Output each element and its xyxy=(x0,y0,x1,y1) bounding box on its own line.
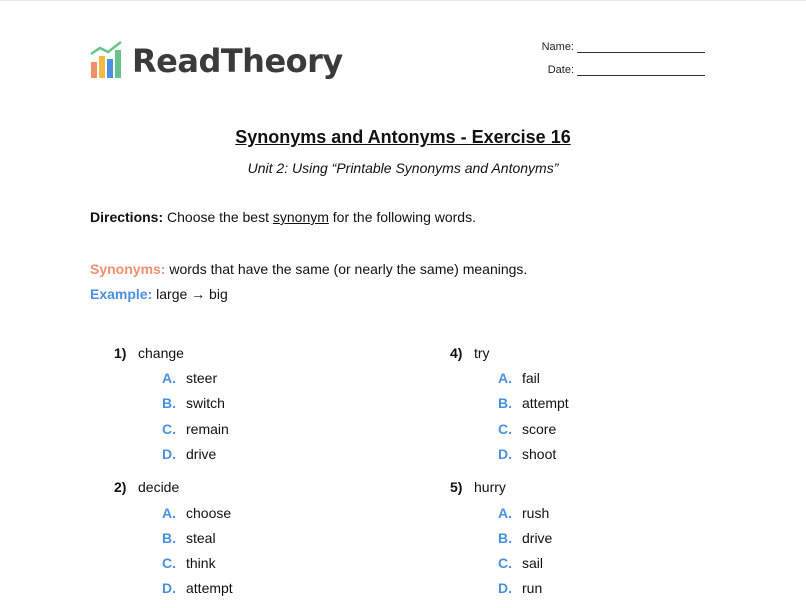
option-text: switch xyxy=(186,395,225,411)
example-text: large → big xyxy=(152,286,228,302)
definition-text: words that have the same (or nearly the same) meanings. xyxy=(165,261,528,277)
question-word: hurry xyxy=(474,479,506,495)
question-2 xyxy=(114,479,179,495)
name-field xyxy=(540,41,705,53)
question-4 xyxy=(450,345,490,361)
question-number: 1) xyxy=(114,345,127,361)
option-letter: C. xyxy=(162,555,176,571)
question-1-option-d[interactable] xyxy=(162,446,216,462)
brand-name: ReadTheory xyxy=(132,42,343,80)
question-5-option-d[interactable] xyxy=(498,580,542,596)
directions-text-after: for the following words. xyxy=(328,209,476,225)
directions xyxy=(90,209,476,225)
option-letter: B. xyxy=(498,395,512,411)
question-word: try xyxy=(474,345,490,361)
question-2-option-b[interactable] xyxy=(162,530,216,546)
directions-keyword: synonym xyxy=(272,209,329,225)
option-text: drive xyxy=(186,446,217,462)
question-4-option-b[interactable] xyxy=(498,395,569,411)
option-text: drive xyxy=(522,530,553,546)
question-5-option-a[interactable] xyxy=(498,505,549,521)
option-text: steal xyxy=(186,530,216,546)
option-letter: A. xyxy=(498,505,512,521)
question-5-option-c[interactable] xyxy=(498,555,543,571)
option-text: attempt xyxy=(522,395,569,411)
option-letter: A. xyxy=(498,370,512,386)
option-text: rush xyxy=(522,505,550,521)
question-2-option-a[interactable] xyxy=(162,505,231,521)
option-text: attempt xyxy=(186,580,233,596)
worksheet-title: Synonyms and Antonyms - Exercise 16 xyxy=(235,127,571,147)
option-letter: B. xyxy=(162,395,176,411)
option-letter: C. xyxy=(498,421,512,437)
question-number: 2) xyxy=(114,479,127,495)
question-1-option-b[interactable] xyxy=(162,395,225,411)
option-letter: D. xyxy=(162,580,176,596)
date-field xyxy=(540,64,705,76)
question-word: decide xyxy=(138,479,180,495)
question-number: 4) xyxy=(450,345,463,361)
top-divider xyxy=(0,0,806,1)
option-text: run xyxy=(522,580,543,596)
option-letter: B. xyxy=(498,530,512,546)
question-2-option-d[interactable] xyxy=(162,580,233,596)
directions-label: Directions: xyxy=(90,209,164,225)
option-text: sail xyxy=(522,555,544,571)
option-text: score xyxy=(522,421,557,437)
option-letter: D. xyxy=(498,446,512,462)
option-letter: D. xyxy=(498,580,512,596)
option-text: shoot xyxy=(522,446,557,462)
option-letter: C. xyxy=(498,555,512,571)
name-label: Name: xyxy=(541,41,574,53)
definition-term: Synonyms: xyxy=(90,261,166,277)
option-letter: C. xyxy=(162,421,176,437)
example xyxy=(90,286,228,302)
option-text: fail xyxy=(522,370,540,386)
option-text: choose xyxy=(186,505,232,521)
question-number: 5) xyxy=(450,479,463,495)
option-letter: B. xyxy=(162,530,176,546)
question-1-option-c[interactable] xyxy=(162,421,229,437)
question-4-option-a[interactable] xyxy=(498,370,540,386)
question-5-option-b[interactable] xyxy=(498,530,552,546)
option-letter: A. xyxy=(162,370,176,386)
option-text: remain xyxy=(186,421,229,437)
date-label: Date: xyxy=(547,64,574,76)
option-letter: A. xyxy=(162,505,176,521)
readtheory-logo xyxy=(90,38,343,78)
example-term: Example: xyxy=(90,286,153,302)
date-line[interactable] xyxy=(577,66,705,76)
definition xyxy=(90,261,527,277)
option-text: think xyxy=(186,555,216,571)
worksheet-subtitle: Unit 2: Using “Printable Synonyms and Antonyms” xyxy=(247,160,559,176)
question-1 xyxy=(114,345,184,361)
option-letter: D. xyxy=(162,446,176,462)
question-5 xyxy=(450,479,506,495)
question-4-option-c[interactable] xyxy=(498,421,556,437)
question-4-option-d[interactable] xyxy=(498,446,556,462)
bar-chart-growth-icon xyxy=(90,40,124,78)
question-word: change xyxy=(138,345,184,361)
question-2-option-c[interactable] xyxy=(162,555,216,571)
directions-text-before: Choose the best xyxy=(163,209,273,225)
question-1-option-a[interactable] xyxy=(162,370,217,386)
option-text: steer xyxy=(186,370,218,386)
name-line[interactable] xyxy=(577,43,705,53)
